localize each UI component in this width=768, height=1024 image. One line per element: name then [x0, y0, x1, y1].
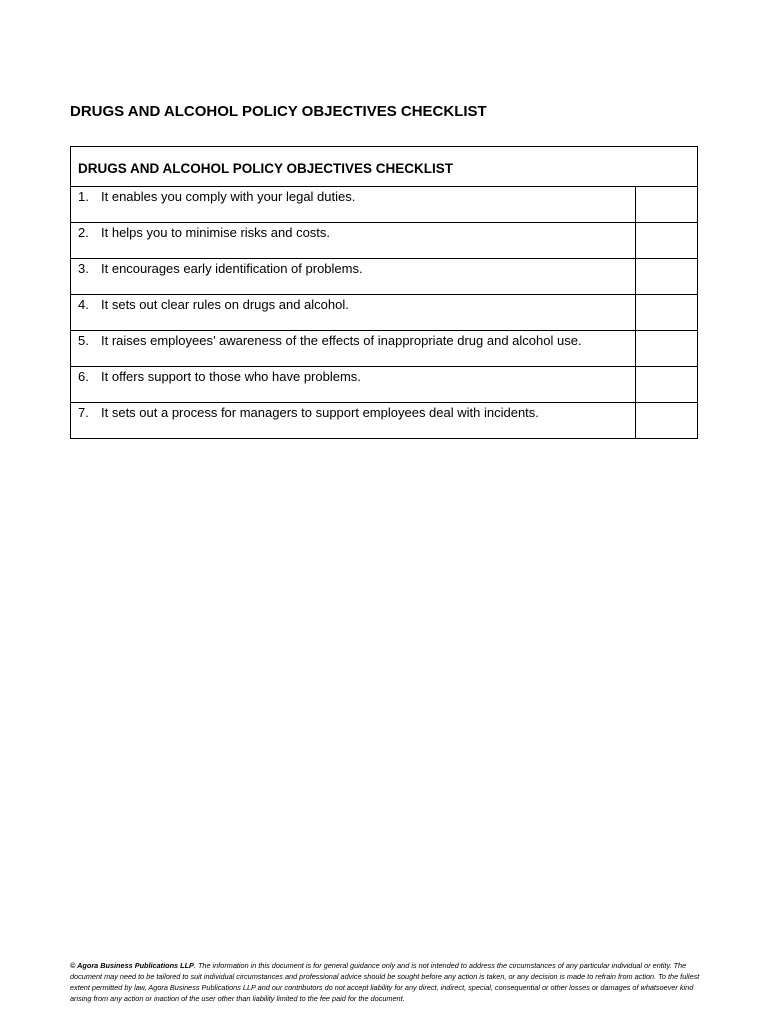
table-row — [71, 187, 698, 223]
item-number: 6. — [78, 369, 89, 384]
item-number: 2. — [78, 225, 89, 240]
checklist-item — [71, 295, 636, 331]
check-box-cell[interactable] — [636, 223, 698, 259]
table-header-row — [71, 147, 698, 187]
check-box-cell[interactable] — [636, 367, 698, 403]
check-box-cell[interactable] — [636, 403, 698, 439]
check-box-cell[interactable] — [636, 259, 698, 295]
checklist-item — [71, 187, 636, 223]
item-number: 1. — [78, 189, 89, 204]
checklist-item — [71, 403, 636, 439]
item-text: It helps you to minimise risks and costs. — [101, 225, 331, 240]
checklist-item — [71, 331, 636, 367]
table-row — [71, 331, 698, 367]
item-text: It offers support to those who have problems. — [101, 369, 361, 384]
check-box-cell[interactable] — [636, 331, 698, 367]
checklist-item — [71, 259, 636, 295]
item-number: 4. — [78, 297, 89, 312]
table-row — [71, 367, 698, 403]
table-row — [71, 403, 698, 439]
disclaimer-text: . The information in this document is for general guidance only and is not intended to address the circumstances of any particular individual or entity. The document may need to be tailored to suit individual circumstances and professional advice should be sought before any action is taken, or any decision is made to refrain from action. To the fullest extent permitted by law, Agora Business Publications LLP and our contributors do not accept liability for any direct, indirect, special, consequential or other losses or damages of whatsoever kind arising from any action or inaction of the user other than liability limited to the fee paid for the document. — [70, 961, 700, 1003]
item-number: 5. — [78, 333, 89, 348]
checklist-item — [71, 223, 636, 259]
footer-disclaimer — [70, 960, 700, 1004]
page-title: DRUGS AND ALCOHOL POLICY OBJECTIVES CHECKLIST — [70, 103, 487, 120]
check-box-cell[interactable] — [636, 187, 698, 223]
item-text: It sets out a process for managers to support employees deal with incidents. — [101, 405, 539, 420]
table-row — [71, 295, 698, 331]
check-box-cell[interactable] — [636, 295, 698, 331]
item-number: 3. — [78, 261, 89, 276]
copyright-notice: © Agora Business Publications LLP — [70, 961, 194, 970]
item-text: It raises employees’ awareness of the effects of inappropriate drug and alcohol use. — [101, 333, 582, 348]
item-number: 7. — [78, 405, 89, 420]
checklist-item — [71, 367, 636, 403]
table-row — [71, 259, 698, 295]
table-row — [71, 223, 698, 259]
item-text: It enables you comply with your legal duties. — [101, 189, 356, 204]
table-header: DRUGS AND ALCOHOL POLICY OBJECTIVES CHECKLIST — [71, 147, 698, 187]
item-text: It encourages early identification of problems. — [101, 261, 363, 276]
item-text: It sets out clear rules on drugs and alcohol. — [101, 297, 349, 312]
checklist-table — [70, 146, 698, 439]
